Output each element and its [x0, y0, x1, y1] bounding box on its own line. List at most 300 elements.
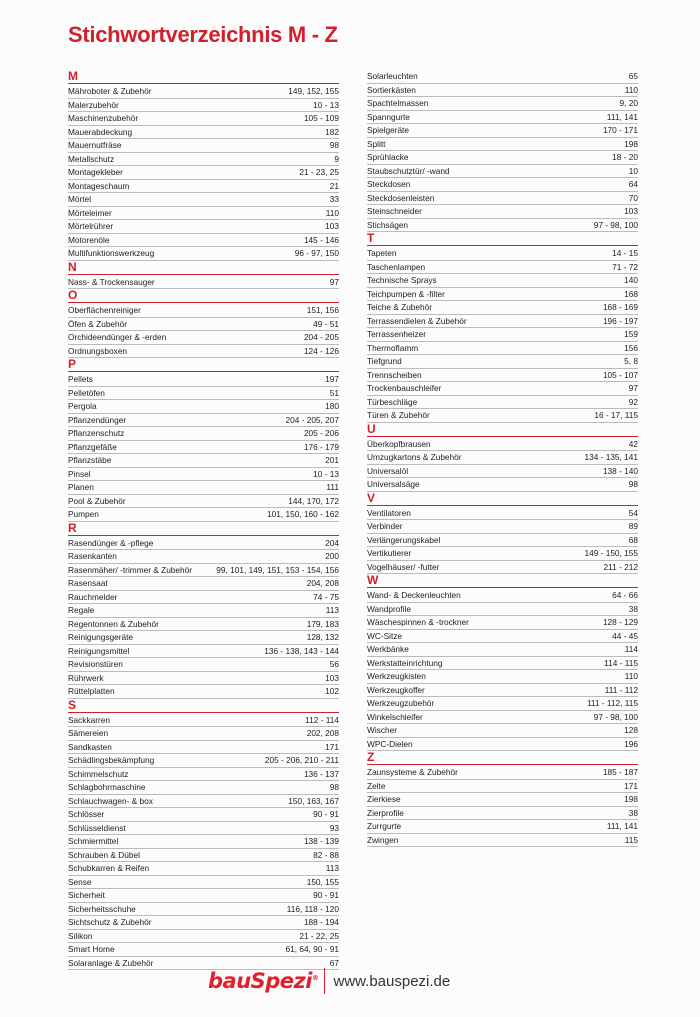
section-letter-v: V [367, 492, 638, 506]
index-pages: 171 [624, 780, 638, 791]
index-pages: 65 [628, 71, 638, 81]
index-entry [68, 591, 339, 605]
index-term: Silikon [68, 930, 93, 941]
index-pages: 205 - 206 [303, 428, 339, 438]
index-pages: 198 [624, 138, 638, 149]
index-term: Pumpen [68, 509, 99, 519]
index-entry [367, 438, 638, 452]
index-term: Werkzeugkoffer [367, 684, 425, 695]
index-pages: 110 [325, 207, 339, 218]
index-entry [68, 727, 339, 741]
index-term: Rasenmäher/ -trimmer & Zubehör [68, 564, 193, 575]
index-pages: 204, 208 [306, 578, 339, 588]
index-term: Mörtelrührer [68, 221, 114, 231]
index-term: Schlösser [68, 809, 105, 819]
index-entry [68, 387, 339, 401]
index-pages: 105 - 107 [602, 369, 638, 380]
index-term: Mähroboter & Zubehör [68, 86, 152, 96]
index-term: Schmiermittel [68, 836, 119, 846]
index-entry [68, 454, 339, 468]
index-term: Mörtel [68, 194, 92, 204]
index-term: Sprühlacke [367, 152, 409, 162]
index-pages: 128 [624, 725, 638, 735]
index-pages: 205 - 206, 210 - 211 [264, 755, 339, 765]
index-term: Steinschneider [367, 206, 422, 216]
section-letter-r: R [68, 522, 339, 536]
index-pages: 103 [325, 672, 339, 683]
index-entry [367, 151, 638, 165]
index-entry [367, 165, 638, 179]
index-pages: 18 - 20 [612, 152, 638, 162]
index-term: Sicherheit [68, 890, 105, 900]
index-term: Mauernutfräse [68, 140, 122, 150]
index-entry [367, 780, 638, 794]
index-entry [68, 318, 339, 332]
index-entry [68, 889, 339, 903]
index-entry [367, 124, 638, 138]
index-term: Universalöl [367, 465, 409, 476]
index-entry [68, 876, 339, 890]
website-url[interactable]: www.bauspezi.de [333, 972, 451, 990]
index-entry [367, 219, 638, 233]
index-term: Smart Home [68, 944, 115, 954]
index-term: Universalsäge [367, 479, 420, 489]
index-term: Taschenlampen [367, 261, 426, 272]
index-term: Wischer [367, 725, 397, 735]
index-entry [68, 112, 339, 126]
index-term: Spachtelmassen [367, 98, 429, 108]
index-term: Rührwerk [68, 672, 104, 683]
index-pages: 51 [329, 387, 339, 398]
index-pages: 74 - 75 [313, 591, 339, 602]
index-pages: 56 [329, 659, 339, 669]
index-term: Türen & Zubehör [367, 410, 430, 420]
index-term: Türbeschläge [367, 396, 418, 407]
index-pages: 49 - 51 [313, 318, 339, 329]
index-entry [68, 468, 339, 482]
section-letter-t: T [367, 232, 638, 246]
index-term: Rasendünger & -pflege [68, 537, 154, 548]
index-pages: 113 [325, 863, 339, 873]
index-pages: 103 [624, 206, 638, 216]
index-term: Mauerabdeckung [68, 126, 133, 137]
index-pages: 138 - 140 [602, 465, 638, 476]
index-entry [68, 631, 339, 645]
index-term: Pinsel [68, 468, 91, 479]
index-pages: 159 [624, 329, 638, 339]
index-term: Multifunktionswerkzeug [68, 248, 155, 258]
index-pages: 182 [325, 126, 339, 137]
index-entry [68, 768, 339, 782]
index-entry [68, 741, 339, 755]
index-term: Pergola [68, 401, 97, 411]
index-pages: 140 [624, 275, 638, 285]
index-entry [68, 373, 339, 387]
index-pages: 149, 152, 155 [288, 86, 339, 96]
index-entry [68, 414, 339, 428]
index-pages: 10 [628, 165, 638, 176]
index-term: Schrauben & Dübel [68, 849, 140, 860]
index-pages: 9, 20 [619, 98, 638, 108]
index-term: Pflanzgefäße [68, 441, 117, 452]
index-pages: 54 [628, 507, 638, 518]
index-term: Zurrgurte [367, 821, 402, 831]
index-term: Orchideendünger & -erden [68, 332, 167, 342]
index-term: Teichpumpen & -filter [367, 288, 445, 299]
index-pages: 9 [334, 153, 339, 164]
index-entry [367, 834, 638, 848]
index-term: Pflanzstäbe [68, 455, 112, 465]
index-pages: 211 - 212 [603, 561, 638, 572]
index-term: Malerzubehör [68, 99, 119, 110]
index-pages: 202, 208 [306, 728, 339, 738]
index-term: Maschinenzubehör [68, 113, 139, 123]
index-pages: 98 [329, 140, 339, 150]
index-pages: 102 [325, 686, 339, 696]
index-entry [367, 138, 638, 152]
index-term: Verbinder [367, 521, 403, 531]
index-pages: 90 - 91 [313, 890, 339, 900]
index-term: Zierprofile [367, 807, 404, 818]
index-pages: 136 - 138, 143 - 144 [264, 645, 339, 656]
index-entry [68, 835, 339, 849]
index-term: WPC-Dielen [367, 738, 413, 749]
index-pages: 150, 155 [306, 876, 339, 887]
footer [208, 966, 450, 996]
index-pages: 21 - 23, 25 [299, 167, 339, 177]
index-term: Verlängerungskabel [367, 534, 441, 545]
index-term: Regale [68, 605, 95, 615]
index-term: Solarleuchten [367, 71, 418, 81]
index-entry [68, 537, 339, 551]
index-entry [68, 508, 339, 522]
section-letter-u: U [367, 423, 638, 437]
index-pages: 101, 150, 160 - 162 [267, 509, 339, 519]
index-pages: 64 [628, 179, 638, 189]
index-entry [367, 355, 638, 369]
index-pages: 150, 163, 167 [288, 795, 339, 806]
index-term: Montageschaum [68, 180, 130, 191]
index-term: Werkbänke [367, 644, 409, 654]
index-pages: 71 - 72 [612, 261, 638, 272]
index-entry [68, 481, 339, 495]
index-term: Sandkasten [68, 741, 112, 752]
section-letter-n: N [68, 261, 339, 275]
index-pages: 113 [325, 605, 339, 615]
index-pages: 168 [624, 288, 638, 299]
index-pages: 97 - 98, 100 [593, 711, 638, 722]
index-term: Winkelschleifer [367, 711, 423, 722]
index-entry [367, 589, 638, 603]
logo-text: bauSpezi [208, 969, 312, 993]
index-entry [68, 943, 339, 957]
index-entry [68, 577, 339, 591]
index-pages: 33 [329, 194, 339, 204]
index-term: Sicherheitsschuhe [68, 903, 136, 914]
index-entry [68, 126, 339, 140]
index-pages: 38 [628, 807, 638, 818]
index-pages: 198 [624, 794, 638, 804]
index-entry [68, 234, 339, 248]
index-pages: 92 [628, 396, 638, 407]
index-entry [367, 111, 638, 125]
index-entry [68, 618, 339, 632]
index-pages: 10 - 13 [313, 468, 339, 479]
index-term: Metallschutz [68, 153, 115, 164]
index-entry [367, 820, 638, 834]
index-entry [68, 645, 339, 659]
index-entry [367, 724, 638, 738]
index-entry [367, 793, 638, 807]
index-pages: 149 - 150, 155 [584, 548, 638, 558]
index-pages: 105 - 109 [303, 113, 339, 123]
index-entry [367, 478, 638, 492]
index-term: Schubkarren & Reifen [68, 863, 150, 873]
index-entry [367, 247, 638, 261]
section-letter-w: W [367, 574, 638, 588]
index-term: Wandprofile [367, 603, 411, 614]
index-pages: 111 - 112 [604, 684, 638, 695]
index-entry [68, 795, 339, 809]
index-pages: 114 - 115 [604, 657, 638, 668]
index-pages: 156 [624, 342, 638, 353]
index-entry [68, 564, 339, 578]
index-entry [367, 369, 638, 383]
index-entry [367, 192, 638, 206]
index-pages: 67 [329, 957, 339, 968]
index-term: Terrassenheizer [367, 329, 427, 339]
index-pages: 90 - 91 [313, 809, 339, 819]
index-term: Montagekleber [68, 167, 123, 177]
index-entry [68, 427, 339, 441]
index-term: Rasensaat [68, 578, 108, 588]
index-pages: 136 - 137 [303, 768, 339, 779]
index-pages: 111 [326, 482, 339, 492]
index-pages: 204 - 205, 207 [285, 414, 339, 425]
index-term: Pelletöfen [68, 387, 105, 398]
index-pages: 97 - 98, 100 [593, 219, 638, 230]
index-entry [68, 781, 339, 795]
index-entry [367, 274, 638, 288]
index-term: Schimmelschutz [68, 768, 129, 779]
index-pages: 114 [624, 644, 638, 654]
index-term: Sichtschutz & Zubehör [68, 917, 152, 927]
index-term: Pflanzenschutz [68, 428, 125, 438]
index-term: Solaranlage & Zubehör [68, 957, 154, 968]
index-term: Werkzeugkisten [367, 671, 426, 681]
index-term: Überkopfbrausen [367, 438, 431, 449]
index-pages: 144, 170, 172 [288, 495, 339, 506]
section-letter-o: O [68, 289, 339, 303]
index-pages: 64 - 66 [612, 590, 638, 600]
index-pages: 171 [325, 741, 339, 752]
index-pages: 21 - 22, 25 [299, 930, 339, 941]
index-pages: 196 [624, 738, 638, 749]
index-term: Stichsägen [367, 219, 409, 230]
index-term: Rüttelplatten [68, 686, 115, 696]
footer-divider [324, 968, 325, 994]
index-pages: 185 - 187 [602, 767, 638, 777]
index-term: Rasenkanten [68, 551, 117, 561]
index-term: Steckdosenleisten [367, 192, 435, 203]
index-entry [68, 658, 339, 672]
index-term: Trennscheiben [367, 369, 422, 380]
index-pages: 128 - 129 [602, 617, 638, 627]
index-pages: 188 - 194 [303, 917, 339, 927]
index-entry [68, 153, 339, 167]
index-entry [367, 507, 638, 521]
index-entry [68, 714, 339, 728]
index-pages: 151, 156 [306, 305, 339, 315]
index-pages: 89 [628, 521, 638, 531]
index-pages: 196 - 197 [602, 315, 638, 326]
index-entry [367, 670, 638, 684]
index-term: Umzugkartons & Zubehör [367, 452, 462, 462]
index-term: Tiefgrund [367, 356, 402, 366]
index-term: Oberflächenreiniger [68, 305, 141, 315]
index-term: Zelte [367, 780, 386, 791]
index-pages: 42 [628, 438, 638, 449]
index-entry [367, 70, 638, 84]
index-column-left [68, 70, 339, 970]
index-entry [68, 180, 339, 194]
index-term: Sämereien [68, 728, 109, 738]
index-pages: 68 [628, 534, 638, 545]
index-entry [68, 220, 339, 234]
index-entry [68, 276, 339, 290]
index-pages: 168 - 169 [602, 302, 638, 312]
index-term: Technische Sprays [367, 275, 437, 285]
index-entry [68, 207, 339, 221]
bauspezi-logo [208, 969, 318, 993]
index-pages: 116, 118 - 120 [286, 903, 339, 914]
index-pages: 138 - 139 [303, 836, 339, 846]
index-pages: 98 [329, 782, 339, 792]
index-term: Schlüsseldienst [68, 822, 126, 833]
index-term: Steckdosen [367, 179, 411, 189]
index-entry [68, 139, 339, 153]
index-entry [367, 97, 638, 111]
index-pages: 96 - 97, 150 [294, 248, 339, 258]
index-pages: 16 - 17, 115 [594, 410, 638, 420]
index-entry [367, 409, 638, 423]
index-entry [367, 603, 638, 617]
index-entry [367, 534, 638, 548]
index-term: Staubschutztür/ -wand [367, 165, 450, 176]
index-entry [68, 808, 339, 822]
index-entry [68, 754, 339, 768]
index-entry [367, 616, 638, 630]
index-term: Trockenbauschleifer [367, 383, 442, 393]
index-entry [68, 916, 339, 930]
index-entry [68, 862, 339, 876]
index-pages: 5, 8 [624, 356, 638, 366]
index-entry [367, 766, 638, 780]
index-term: Reinigungsgeräte [68, 632, 134, 642]
index-pages: 180 [325, 401, 339, 411]
index-entry [367, 342, 638, 356]
index-term: Zaunsysteme & Zubehör [367, 767, 458, 777]
index-entry [367, 657, 638, 671]
index-term: Pool & Zubehör [68, 495, 126, 506]
index-pages: 111, 141 [606, 821, 638, 831]
index-entry [68, 441, 339, 455]
index-term: WC-Sitze [367, 630, 403, 641]
index-entry [367, 84, 638, 98]
index-pages: 10 - 13 [313, 99, 339, 110]
index-entry [68, 166, 339, 180]
index-pages: 124 - 126 [303, 345, 339, 356]
index-pages: 98 [628, 479, 638, 489]
index-pages: 82 - 88 [313, 849, 339, 860]
index-pages: 111 - 112, 115 [586, 698, 638, 708]
index-entry [68, 849, 339, 863]
index-pages: 128, 132 [306, 632, 339, 642]
index-entry [367, 315, 638, 329]
index-pages: 197 [325, 374, 339, 384]
index-entry [367, 643, 638, 657]
index-term: Teiche & Zubehör [367, 302, 433, 312]
index-entry [68, 903, 339, 917]
index-entry [367, 396, 638, 410]
index-entry [68, 930, 339, 944]
index-entry [68, 672, 339, 686]
index-pages: 179, 183 [306, 618, 339, 629]
section-letter-m: M [68, 70, 339, 84]
index-entry [367, 684, 638, 698]
index-term: Regentonnen & Zubehör [68, 618, 159, 629]
index-entry [367, 382, 638, 396]
index-entry [367, 547, 638, 561]
index-term: Zierkiese [367, 794, 401, 804]
index-term: Schädlingsbekämpfung [68, 755, 155, 765]
index-pages: 110 [624, 84, 638, 95]
index-entry [68, 345, 339, 359]
index-pages: 93 [329, 822, 339, 833]
index-pages: 61, 64, 90 - 91 [285, 944, 339, 954]
index-entry [367, 178, 638, 192]
index-pages: 201 [325, 455, 339, 465]
index-entry [367, 711, 638, 725]
index-pages: 97 [329, 276, 339, 287]
index-entry [68, 193, 339, 207]
page-title: Stichwortverzeichnis M - Z [68, 22, 338, 47]
index-term: Öfen & Zubehör [68, 318, 128, 329]
index-entry [367, 697, 638, 711]
index-entry [68, 604, 339, 618]
index-entry [68, 400, 339, 414]
index-pages: 204 - 205 [303, 332, 339, 342]
index-entry [68, 685, 339, 699]
index-term: Tapeten [367, 248, 397, 258]
index-pages: 115 [624, 834, 638, 845]
index-term: Spielgeräte [367, 125, 409, 135]
index-entry [367, 288, 638, 302]
index-pages: 44 - 45 [612, 630, 638, 641]
index-term: Mörteleimer [68, 207, 112, 218]
index-entry [68, 331, 339, 345]
index-entry [367, 261, 638, 275]
index-term: Sortierkästen [367, 84, 416, 95]
index-term: Schlauchwagen- & box [68, 795, 153, 806]
index-term: Motorenöle [68, 234, 110, 245]
index-entry [68, 550, 339, 564]
index-entry [367, 520, 638, 534]
index-pages: 21 [329, 180, 339, 191]
index-entry [68, 304, 339, 318]
index-term: Vertikutierer [367, 548, 412, 558]
index-pages: 110 [624, 671, 638, 681]
